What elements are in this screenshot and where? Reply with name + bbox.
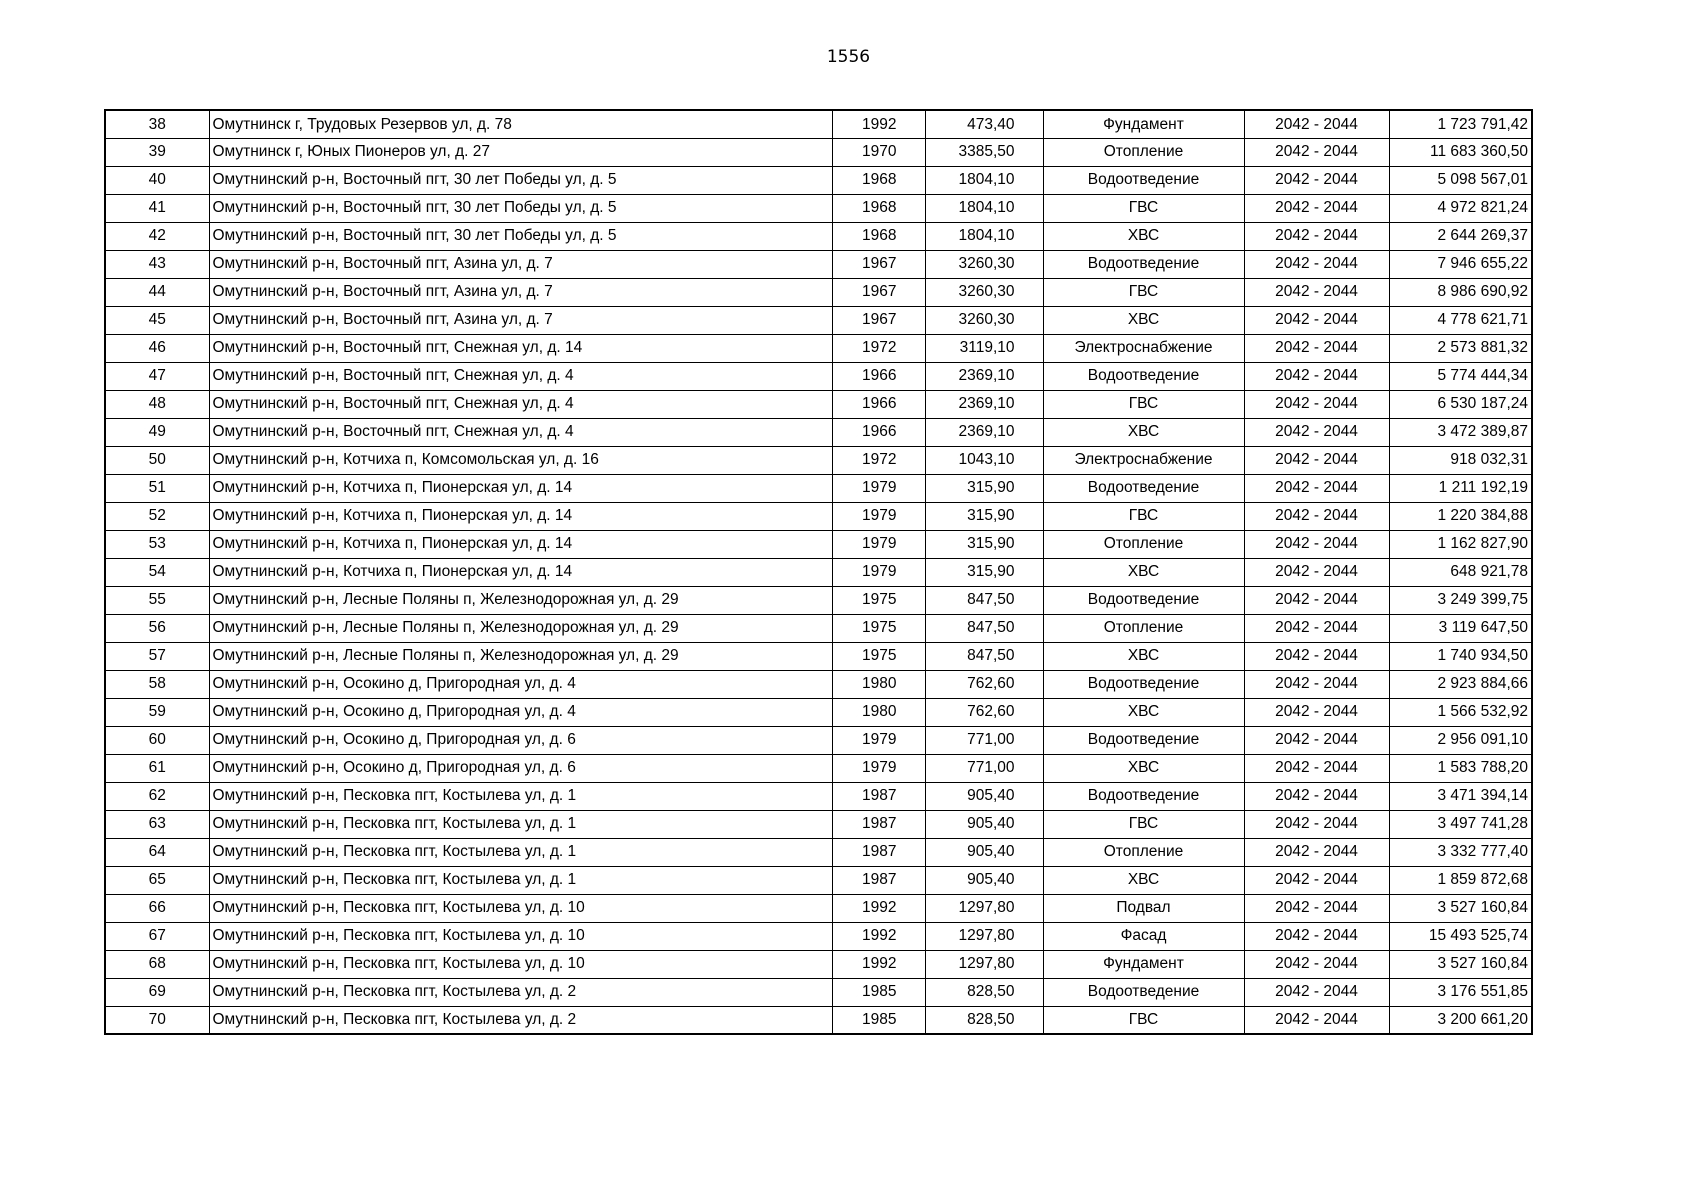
area-cell: 905,40 — [925, 810, 1043, 838]
cost-cell: 1 566 532,92 — [1389, 698, 1532, 726]
table-row — [105, 446, 1532, 474]
cost-cell: 3 200 661,20 — [1389, 1006, 1532, 1034]
cost-cell: 7 946 655,22 — [1389, 250, 1532, 278]
address-cell: Омутнинский р-н, Песковка пгт, Костылева ул, д. 1 — [209, 866, 832, 894]
work-type-cell: Водоотведение — [1043, 782, 1244, 810]
period-cell: 2042 - 2044 — [1244, 334, 1389, 362]
build-year-cell: 1967 — [832, 278, 925, 306]
address-cell: Омутнинский р-н, Котчиха п, Пионерская ул, д. 14 — [209, 530, 832, 558]
period-cell: 2042 - 2044 — [1244, 194, 1389, 222]
cost-cell: 3 176 551,85 — [1389, 978, 1532, 1006]
address-cell: Омутнинский р-н, Восточный пгт, 30 лет Победы ул, д. 5 — [209, 166, 832, 194]
table-row — [105, 642, 1532, 670]
row-number-cell: 47 — [105, 362, 209, 390]
area-cell: 1297,80 — [925, 894, 1043, 922]
cost-cell: 3 249 399,75 — [1389, 586, 1532, 614]
period-cell: 2042 - 2044 — [1244, 558, 1389, 586]
area-cell: 1804,10 — [925, 222, 1043, 250]
build-year-cell: 1972 — [832, 334, 925, 362]
address-cell: Омутнинский р-н, Песковка пгт, Костылева ул, д. 2 — [209, 1006, 832, 1034]
row-number-cell: 67 — [105, 922, 209, 950]
table-row — [105, 810, 1532, 838]
work-type-cell: Отопление — [1043, 530, 1244, 558]
period-cell: 2042 - 2044 — [1244, 1006, 1389, 1034]
cost-cell: 4 778 621,71 — [1389, 306, 1532, 334]
table-row — [105, 474, 1532, 502]
build-year-cell: 1980 — [832, 698, 925, 726]
address-cell: Омутнинский р-н, Песковка пгт, Костылева ул, д. 1 — [209, 782, 832, 810]
row-number-cell: 45 — [105, 306, 209, 334]
area-cell: 315,90 — [925, 530, 1043, 558]
cost-cell: 3 527 160,84 — [1389, 894, 1532, 922]
area-cell: 771,00 — [925, 754, 1043, 782]
work-type-cell: Водоотведение — [1043, 474, 1244, 502]
build-year-cell: 1987 — [832, 810, 925, 838]
address-cell: Омутнинский р-н, Осокино д, Пригородная ул, д. 4 — [209, 698, 832, 726]
period-cell: 2042 - 2044 — [1244, 446, 1389, 474]
table-row — [105, 334, 1532, 362]
area-cell: 762,60 — [925, 698, 1043, 726]
build-year-cell: 1979 — [832, 474, 925, 502]
work-type-cell: ХВС — [1043, 558, 1244, 586]
build-year-cell: 1987 — [832, 866, 925, 894]
work-type-cell: Отопление — [1043, 138, 1244, 166]
cost-cell: 11 683 360,50 — [1389, 138, 1532, 166]
cost-cell: 3 119 647,50 — [1389, 614, 1532, 642]
build-year-cell: 1979 — [832, 726, 925, 754]
address-cell: Омутнинский р-н, Котчиха п, Пионерская ул, д. 14 — [209, 502, 832, 530]
table-row — [105, 194, 1532, 222]
cost-cell: 1 859 872,68 — [1389, 866, 1532, 894]
build-year-cell: 1992 — [832, 922, 925, 950]
period-cell: 2042 - 2044 — [1244, 418, 1389, 446]
build-year-cell: 1985 — [832, 1006, 925, 1034]
address-cell: Омутнинский р-н, Лесные Поляны п, Железнодорожная ул, д. 29 — [209, 642, 832, 670]
build-year-cell: 1979 — [832, 502, 925, 530]
row-number-cell: 52 — [105, 502, 209, 530]
address-cell: Омутнинский р-н, Котчиха п, Комсомольская ул, д. 16 — [209, 446, 832, 474]
table-row — [105, 754, 1532, 782]
area-cell: 1297,80 — [925, 922, 1043, 950]
cost-cell: 15 493 525,74 — [1389, 922, 1532, 950]
work-type-cell: Фасад — [1043, 922, 1244, 950]
period-cell: 2042 - 2044 — [1244, 838, 1389, 866]
area-cell: 2369,10 — [925, 390, 1043, 418]
address-cell: Омутнинск г, Трудовых Резервов ул, д. 78 — [209, 110, 832, 138]
period-cell: 2042 - 2044 — [1244, 474, 1389, 502]
address-cell: Омутнинск г, Юных Пионеров ул, д. 27 — [209, 138, 832, 166]
period-cell: 2042 - 2044 — [1244, 390, 1389, 418]
build-year-cell: 1966 — [832, 390, 925, 418]
row-number-cell: 55 — [105, 586, 209, 614]
area-cell: 828,50 — [925, 1006, 1043, 1034]
area-cell: 762,60 — [925, 670, 1043, 698]
build-year-cell: 1987 — [832, 838, 925, 866]
area-cell: 2369,10 — [925, 418, 1043, 446]
cost-cell: 1 211 192,19 — [1389, 474, 1532, 502]
row-number-cell: 54 — [105, 558, 209, 586]
period-cell: 2042 - 2044 — [1244, 754, 1389, 782]
table-row — [105, 782, 1532, 810]
work-type-cell: Водоотведение — [1043, 362, 1244, 390]
area-cell: 1043,10 — [925, 446, 1043, 474]
area-cell: 828,50 — [925, 978, 1043, 1006]
table-body — [105, 110, 1532, 1034]
period-cell: 2042 - 2044 — [1244, 362, 1389, 390]
area-cell: 3119,10 — [925, 334, 1043, 362]
area-cell: 3260,30 — [925, 278, 1043, 306]
area-cell: 771,00 — [925, 726, 1043, 754]
build-year-cell: 1967 — [832, 250, 925, 278]
table-row — [105, 390, 1532, 418]
cost-cell: 1 740 934,50 — [1389, 642, 1532, 670]
repair-schedule-table — [104, 109, 1533, 1035]
work-type-cell: Водоотведение — [1043, 166, 1244, 194]
build-year-cell: 1975 — [832, 586, 925, 614]
address-cell: Омутнинский р-н, Восточный пгт, Снежная ул, д. 4 — [209, 390, 832, 418]
table-row — [105, 530, 1532, 558]
table-row — [105, 418, 1532, 446]
address-cell: Омутнинский р-н, Песковка пгт, Костылева ул, д. 10 — [209, 922, 832, 950]
area-cell: 847,50 — [925, 614, 1043, 642]
period-cell: 2042 - 2044 — [1244, 866, 1389, 894]
area-cell: 473,40 — [925, 110, 1043, 138]
period-cell: 2042 - 2044 — [1244, 222, 1389, 250]
period-cell: 2042 - 2044 — [1244, 530, 1389, 558]
address-cell: Омутнинский р-н, Восточный пгт, Снежная ул, д. 4 — [209, 362, 832, 390]
work-type-cell: Фундамент — [1043, 950, 1244, 978]
cost-cell: 8 986 690,92 — [1389, 278, 1532, 306]
table-row — [105, 894, 1532, 922]
work-type-cell: Водоотведение — [1043, 586, 1244, 614]
row-number-cell: 51 — [105, 474, 209, 502]
period-cell: 2042 - 2044 — [1244, 614, 1389, 642]
table-row — [105, 670, 1532, 698]
period-cell: 2042 - 2044 — [1244, 502, 1389, 530]
period-cell: 2042 - 2044 — [1244, 726, 1389, 754]
page-number: 1556 — [826, 47, 871, 67]
row-number-cell: 57 — [105, 642, 209, 670]
row-number-cell: 38 — [105, 110, 209, 138]
table-row — [105, 166, 1532, 194]
work-type-cell: ГВС — [1043, 502, 1244, 530]
cost-cell: 5 098 567,01 — [1389, 166, 1532, 194]
area-cell: 847,50 — [925, 586, 1043, 614]
address-cell: Омутнинский р-н, Восточный пгт, Азина ул, д. 7 — [209, 250, 832, 278]
row-number-cell: 50 — [105, 446, 209, 474]
area-cell: 1804,10 — [925, 166, 1043, 194]
cost-cell: 5 774 444,34 — [1389, 362, 1532, 390]
table-row — [105, 306, 1532, 334]
work-type-cell: Электроснабжение — [1043, 334, 1244, 362]
row-number-cell: 40 — [105, 166, 209, 194]
work-type-cell: Водоотведение — [1043, 250, 1244, 278]
table-row — [105, 362, 1532, 390]
cost-cell: 3 332 777,40 — [1389, 838, 1532, 866]
table-row — [105, 1006, 1532, 1034]
area-cell: 315,90 — [925, 558, 1043, 586]
build-year-cell: 1968 — [832, 222, 925, 250]
cost-cell: 6 530 187,24 — [1389, 390, 1532, 418]
area-cell: 905,40 — [925, 838, 1043, 866]
cost-cell: 918 032,31 — [1389, 446, 1532, 474]
area-cell: 315,90 — [925, 502, 1043, 530]
row-number-cell: 70 — [105, 1006, 209, 1034]
address-cell: Омутнинский р-н, Восточный пгт, Снежная ул, д. 4 — [209, 418, 832, 446]
area-cell: 315,90 — [925, 474, 1043, 502]
row-number-cell: 64 — [105, 838, 209, 866]
row-number-cell: 63 — [105, 810, 209, 838]
address-cell: Омутнинский р-н, Восточный пгт, Снежная ул, д. 14 — [209, 334, 832, 362]
address-cell: Омутнинский р-н, Лесные Поляны п, Железнодорожная ул, д. 29 — [209, 586, 832, 614]
table-row — [105, 278, 1532, 306]
build-year-cell: 1992 — [832, 894, 925, 922]
address-cell: Омутнинский р-н, Песковка пгт, Костылева ул, д. 10 — [209, 894, 832, 922]
period-cell: 2042 - 2044 — [1244, 670, 1389, 698]
row-number-cell: 58 — [105, 670, 209, 698]
cost-cell: 1 723 791,42 — [1389, 110, 1532, 138]
row-number-cell: 66 — [105, 894, 209, 922]
address-cell: Омутнинский р-н, Осокино д, Пригородная ул, д. 6 — [209, 726, 832, 754]
area-cell: 847,50 — [925, 642, 1043, 670]
period-cell: 2042 - 2044 — [1244, 110, 1389, 138]
table-row — [105, 978, 1532, 1006]
period-cell: 2042 - 2044 — [1244, 278, 1389, 306]
work-type-cell: ХВС — [1043, 866, 1244, 894]
cost-cell: 2 573 881,32 — [1389, 334, 1532, 362]
table-row — [105, 950, 1532, 978]
row-number-cell: 49 — [105, 418, 209, 446]
period-cell: 2042 - 2044 — [1244, 250, 1389, 278]
row-number-cell: 48 — [105, 390, 209, 418]
work-type-cell: Отопление — [1043, 838, 1244, 866]
work-type-cell: ХВС — [1043, 418, 1244, 446]
row-number-cell: 56 — [105, 614, 209, 642]
address-cell: Омутнинский р-н, Осокино д, Пригородная ул, д. 6 — [209, 754, 832, 782]
cost-cell: 2 923 884,66 — [1389, 670, 1532, 698]
build-year-cell: 1979 — [832, 558, 925, 586]
area-cell: 905,40 — [925, 866, 1043, 894]
build-year-cell: 1992 — [832, 110, 925, 138]
build-year-cell: 1968 — [832, 166, 925, 194]
table-row — [105, 558, 1532, 586]
period-cell: 2042 - 2044 — [1244, 642, 1389, 670]
build-year-cell: 1970 — [832, 138, 925, 166]
build-year-cell: 1972 — [832, 446, 925, 474]
build-year-cell: 1979 — [832, 754, 925, 782]
area-cell: 3260,30 — [925, 250, 1043, 278]
address-cell: Омутнинский р-н, Восточный пгт, 30 лет Победы ул, д. 5 — [209, 194, 832, 222]
work-type-cell: ХВС — [1043, 698, 1244, 726]
build-year-cell: 1966 — [832, 418, 925, 446]
build-year-cell: 1975 — [832, 642, 925, 670]
work-type-cell: Водоотведение — [1043, 726, 1244, 754]
area-cell: 3260,30 — [925, 306, 1043, 334]
address-cell: Омутнинский р-н, Песковка пгт, Костылева ул, д. 10 — [209, 950, 832, 978]
build-year-cell: 1980 — [832, 670, 925, 698]
table-row — [105, 110, 1532, 138]
period-cell: 2042 - 2044 — [1244, 922, 1389, 950]
address-cell: Омутнинский р-н, Котчиха п, Пионерская ул, д. 14 — [209, 474, 832, 502]
build-year-cell: 1966 — [832, 362, 925, 390]
address-cell: Омутнинский р-н, Песковка пгт, Костылева ул, д. 1 — [209, 810, 832, 838]
work-type-cell: Водоотведение — [1043, 670, 1244, 698]
cost-cell: 2 644 269,37 — [1389, 222, 1532, 250]
work-type-cell: ХВС — [1043, 222, 1244, 250]
area-cell: 1804,10 — [925, 194, 1043, 222]
work-type-cell: ГВС — [1043, 194, 1244, 222]
row-number-cell: 59 — [105, 698, 209, 726]
work-type-cell: Водоотведение — [1043, 978, 1244, 1006]
row-number-cell: 62 — [105, 782, 209, 810]
cost-cell: 1 220 384,88 — [1389, 502, 1532, 530]
work-type-cell: Подвал — [1043, 894, 1244, 922]
work-type-cell: ХВС — [1043, 306, 1244, 334]
cost-cell: 3 471 394,14 — [1389, 782, 1532, 810]
address-cell: Омутнинский р-н, Восточный пгт, Азина ул, д. 7 — [209, 306, 832, 334]
row-number-cell: 46 — [105, 334, 209, 362]
period-cell: 2042 - 2044 — [1244, 894, 1389, 922]
area-cell: 2369,10 — [925, 362, 1043, 390]
table-row — [105, 838, 1532, 866]
row-number-cell: 39 — [105, 138, 209, 166]
cost-cell: 3 472 389,87 — [1389, 418, 1532, 446]
work-type-cell: ГВС — [1043, 1006, 1244, 1034]
work-type-cell: ГВС — [1043, 278, 1244, 306]
area-cell: 1297,80 — [925, 950, 1043, 978]
build-year-cell: 1985 — [832, 978, 925, 1006]
address-cell: Омутнинский р-н, Котчиха п, Пионерская ул, д. 14 — [209, 558, 832, 586]
row-number-cell: 69 — [105, 978, 209, 1006]
address-cell: Омутнинский р-н, Песковка пгт, Костылева ул, д. 1 — [209, 838, 832, 866]
row-number-cell: 53 — [105, 530, 209, 558]
table-row — [105, 250, 1532, 278]
address-cell: Омутнинский р-н, Восточный пгт, Азина ул, д. 7 — [209, 278, 832, 306]
table-row — [105, 866, 1532, 894]
period-cell: 2042 - 2044 — [1244, 950, 1389, 978]
table-row — [105, 698, 1532, 726]
table-row — [105, 922, 1532, 950]
period-cell: 2042 - 2044 — [1244, 978, 1389, 1006]
table-row — [105, 726, 1532, 754]
work-type-cell: ГВС — [1043, 810, 1244, 838]
cost-cell: 4 972 821,24 — [1389, 194, 1532, 222]
build-year-cell: 1979 — [832, 530, 925, 558]
work-type-cell: ХВС — [1043, 754, 1244, 782]
table-row — [105, 614, 1532, 642]
area-cell: 905,40 — [925, 782, 1043, 810]
cost-cell: 2 956 091,10 — [1389, 726, 1532, 754]
table-row — [105, 502, 1532, 530]
address-cell: Омутнинский р-н, Лесные Поляны п, Железнодорожная ул, д. 29 — [209, 614, 832, 642]
work-type-cell: Отопление — [1043, 614, 1244, 642]
build-year-cell: 1967 — [832, 306, 925, 334]
build-year-cell: 1968 — [832, 194, 925, 222]
build-year-cell: 1987 — [832, 782, 925, 810]
table-row — [105, 222, 1532, 250]
row-number-cell: 42 — [105, 222, 209, 250]
row-number-cell: 43 — [105, 250, 209, 278]
build-year-cell: 1975 — [832, 614, 925, 642]
table-row — [105, 138, 1532, 166]
row-number-cell: 60 — [105, 726, 209, 754]
cost-cell: 3 527 160,84 — [1389, 950, 1532, 978]
address-cell: Омутнинский р-н, Восточный пгт, 30 лет Победы ул, д. 5 — [209, 222, 832, 250]
work-type-cell: ХВС — [1043, 642, 1244, 670]
work-type-cell: Фундамент — [1043, 110, 1244, 138]
period-cell: 2042 - 2044 — [1244, 306, 1389, 334]
row-number-cell: 68 — [105, 950, 209, 978]
row-number-cell: 61 — [105, 754, 209, 782]
cost-cell: 1 583 788,20 — [1389, 754, 1532, 782]
table-row — [105, 586, 1532, 614]
period-cell: 2042 - 2044 — [1244, 810, 1389, 838]
period-cell: 2042 - 2044 — [1244, 138, 1389, 166]
build-year-cell: 1992 — [832, 950, 925, 978]
cost-cell: 648 921,78 — [1389, 558, 1532, 586]
period-cell: 2042 - 2044 — [1244, 782, 1389, 810]
cost-cell: 1 162 827,90 — [1389, 530, 1532, 558]
row-number-cell: 41 — [105, 194, 209, 222]
address-cell: Омутнинский р-н, Осокино д, Пригородная ул, д. 4 — [209, 670, 832, 698]
cost-cell: 3 497 741,28 — [1389, 810, 1532, 838]
row-number-cell: 44 — [105, 278, 209, 306]
period-cell: 2042 - 2044 — [1244, 166, 1389, 194]
address-cell: Омутнинский р-н, Песковка пгт, Костылева ул, д. 2 — [209, 978, 832, 1006]
row-number-cell: 65 — [105, 866, 209, 894]
work-type-cell: ГВС — [1043, 390, 1244, 418]
work-type-cell: Электроснабжение — [1043, 446, 1244, 474]
period-cell: 2042 - 2044 — [1244, 586, 1389, 614]
period-cell: 2042 - 2044 — [1244, 698, 1389, 726]
area-cell: 3385,50 — [925, 138, 1043, 166]
